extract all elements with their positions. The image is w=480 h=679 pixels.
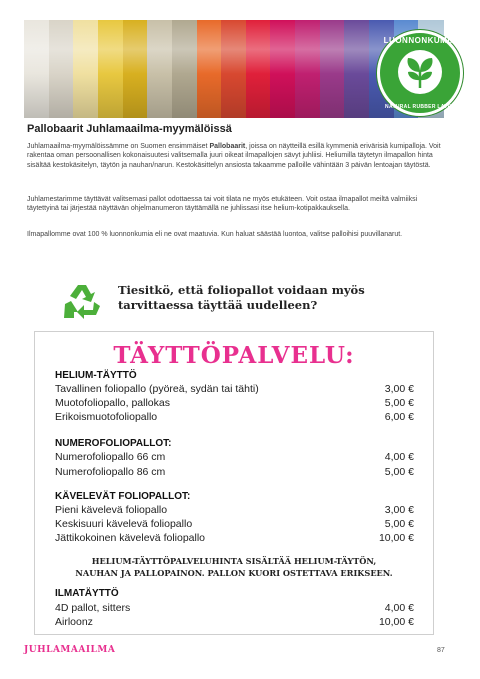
item-price: 10,00 €: [378, 532, 414, 544]
price-row: [55, 504, 414, 517]
walking-foil-section-heading: KÄVELEVÄT FOLIOPALLOT:: [55, 491, 191, 502]
item-name: Muotofoliopallo, pallokas: [55, 397, 170, 409]
page-heading: Pallobaarit Juhlamaailma-myymälöissä: [27, 123, 232, 135]
price-row: [55, 451, 414, 464]
item-price: 3,00 €: [384, 383, 414, 395]
leaf-icon: [398, 50, 442, 94]
price-row: [55, 602, 414, 615]
eco-paragraph: Ilmapallomme ovat 100 % luonnonkumia eli ne ovat maatuvia. Kun haluat säästää luontoa, valitse palloihisi puuvillanarut.: [27, 231, 403, 238]
item-price: 4,00 €: [384, 602, 414, 614]
balloon-stripe: [147, 20, 173, 118]
pricelist-title: TÄYTTÖPALVELU:: [113, 342, 355, 369]
item-name: Numerofoliopallo 66 cm: [55, 451, 166, 463]
balloon-stripe: [270, 20, 296, 118]
item-name: 4D pallot, sitters: [55, 602, 131, 614]
recycle-icon: [60, 282, 104, 327]
brand-logo-text: JUHLAMAAILMA: [24, 645, 116, 655]
item-name: Tavallinen foliopallo (pyöreä, sydän tai tähti): [55, 383, 259, 395]
balloon-stripe: [123, 20, 149, 118]
balloon-stripe: [221, 20, 247, 118]
item-price: 4,00 €: [384, 451, 414, 463]
hero-balloon-image: [24, 20, 457, 118]
number-foil-section-heading: NUMEROFOLIOPALLOT:: [55, 438, 172, 449]
intro-text-start: Juhlamaailma-myymälöissämme on Suomen ensimmäiset: [27, 143, 210, 150]
price-row: [55, 397, 414, 410]
item-price: 5,00 €: [384, 518, 414, 530]
helium-section-heading: HELIUM-TÄYTTÖ: [55, 370, 137, 381]
price-row: [55, 518, 414, 531]
item-price: 10,00 €: [378, 616, 414, 628]
balloon-stripe: [344, 20, 370, 118]
filling-service-pricelist: [34, 331, 434, 635]
intro-text-end: , joissa on näytteillä esillä kymmeniä erivärisiä kumipalloja. Voit rakentaa oman persoonallisen kokonaisuutesi valitsemalla juuri oikeat ilmapallojen sävyt juhliisi. Heliumilla täytetyn ilmapallon hinta sisältää kestokäsitelyn, täytön ja nauhan/narun. Kestokäsittelyn ansiosta takaamme palloille vähintään 3 päivän lentoajan täytöstä.: [27, 143, 441, 169]
badge-bottom-text: NATURAL RUBBER LATEX: [385, 104, 455, 110]
balloon-stripe: [73, 20, 99, 118]
price-row: [55, 411, 414, 424]
balloon-stripe: [172, 20, 198, 118]
price-row: [55, 532, 414, 545]
balloon-stripe: [49, 20, 75, 118]
note-line-2: NAUHAN JA PALLOPAINON. PALLON KUORI OSTETTAVA ERIKSEEN.: [75, 568, 393, 578]
page-number: 87: [437, 647, 445, 654]
price-row: [55, 383, 414, 396]
natural-rubber-badge: [377, 30, 463, 116]
item-price: 3,00 €: [384, 504, 414, 516]
item-name: Jättikokoinen kävelevä foliopallo: [55, 532, 206, 544]
balloon-stripe: [197, 20, 223, 118]
item-name: Keskisuuri kävelevä foliopallo: [55, 518, 193, 530]
item-price: 5,00 €: [384, 466, 414, 478]
item-price: 6,00 €: [384, 411, 414, 423]
intro-text-bold: Pallobaarit: [209, 143, 246, 150]
service-paragraph: Juhlamestarimme täyttävät valitsemasi pallot odottaessa tai voit tilata ne myös etukäteen. Voit ostaa ilmapallot meiltä valmiiksi täytettyinä tai järjestää näyttävän ohjelmanumeron täyttämällä ne juhlissasi itse helium-kotipakkauksella.: [27, 196, 418, 213]
helium-price-note: [47, 555, 421, 579]
item-price: 5,00 €: [384, 397, 414, 409]
badge-top-text: LUONNONKUMIA: [383, 36, 457, 45]
balloon-stripe: [98, 20, 124, 118]
item-name: Numerofoliopallo 86 cm: [55, 466, 166, 478]
price-row: [55, 616, 414, 629]
balloon-stripe: [295, 20, 321, 118]
balloon-stripe: [320, 20, 346, 118]
balloon-stripe: [246, 20, 272, 118]
air-fill-section-heading: ILMATÄYTTÖ: [55, 588, 119, 599]
item-name: Erikoismuotofoliopallo: [55, 411, 158, 423]
item-name: Airloonz: [55, 616, 93, 628]
note-line-1: HELIUM-TÄYTTÖPALVELUHINTA SISÄLTÄÄ HELIUM-TÄYTÖN,: [91, 556, 377, 566]
refill-question: Tiesitkö, että foliopallot voidaan myös tarvittaessa täyttää uudelleen?: [118, 283, 365, 312]
item-name: Pieni kävelevä foliopallo: [55, 504, 168, 516]
intro-paragraph: [27, 142, 447, 170]
balloon-stripe: [24, 20, 50, 118]
price-row: [55, 466, 414, 479]
